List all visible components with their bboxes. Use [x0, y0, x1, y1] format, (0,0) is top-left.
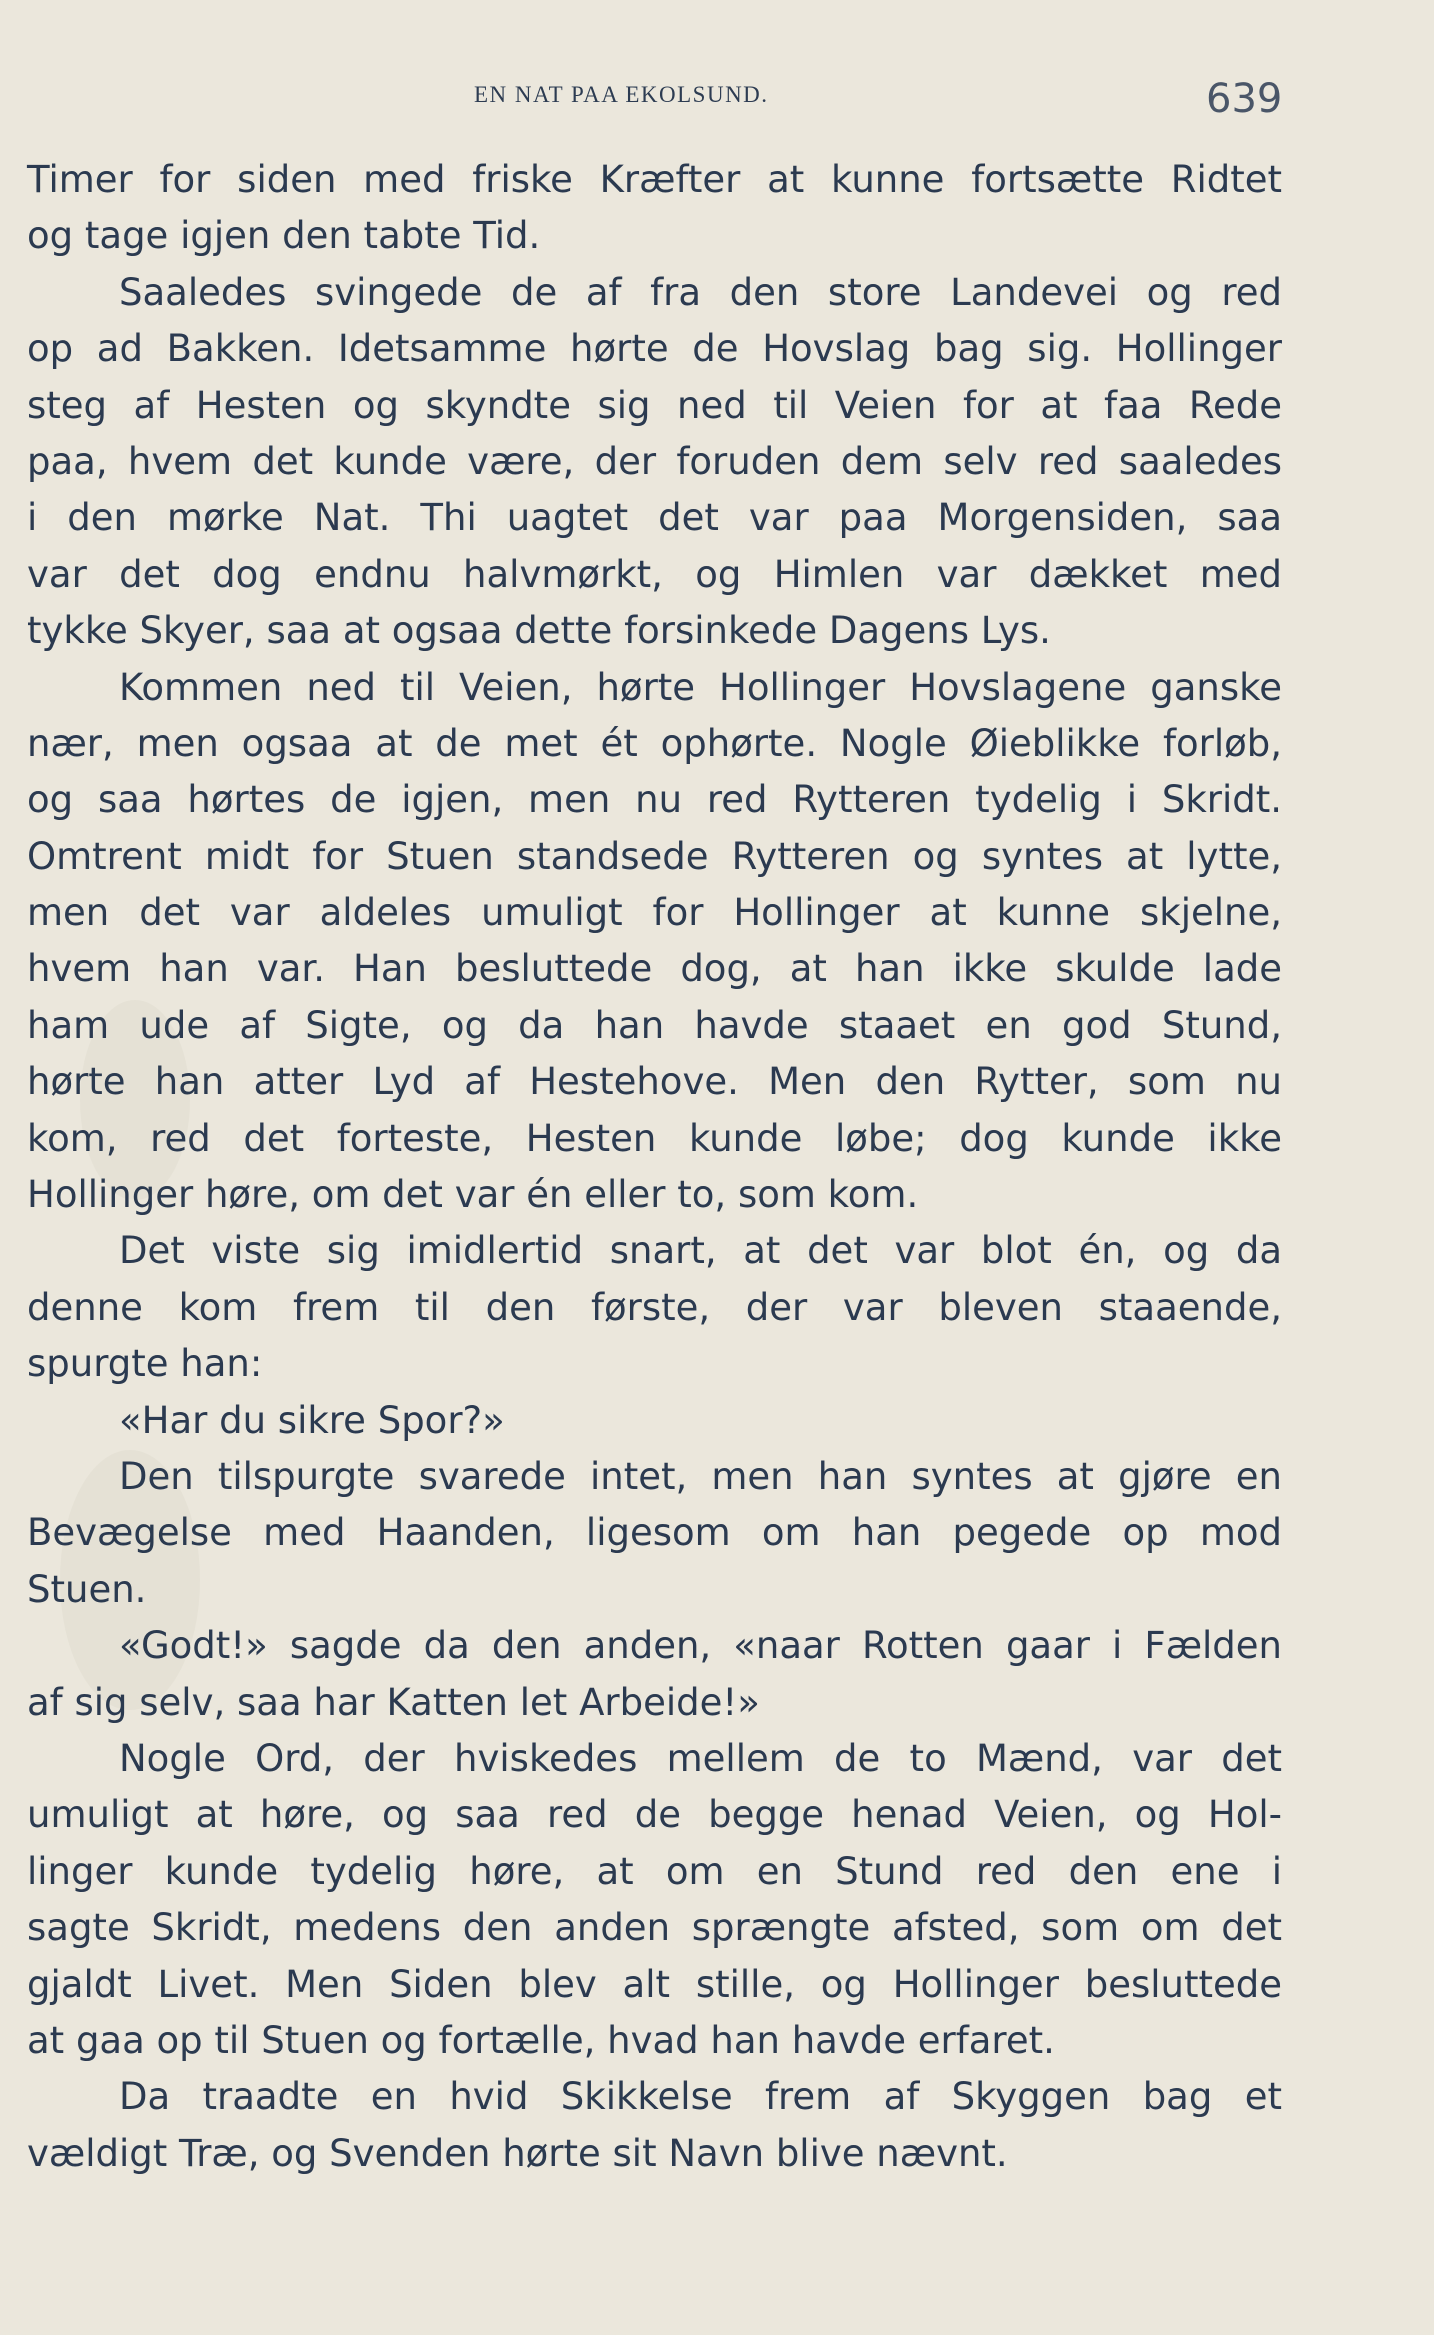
text-line: Omtrent midt for Stuen standsede Rytteren og syntes at lytte, [27, 834, 1282, 878]
text-line: «Godt!» sagde da den anden, «naar Rotten gaar i Fælden [119, 1624, 1282, 1668]
text-line: Bevægelse med Haanden, ligesom om han pegede op mod [27, 1511, 1282, 1555]
text-line: Det viste sig imidlertid snart, at det var blot én, og da [119, 1229, 1282, 1273]
text-line: gjaldt Livet. Men Siden blev alt stille, og Hollinger besluttede [27, 1962, 1282, 2006]
body-text [27, 152, 1282, 2182]
text-line: Nogle Ord, der hviskedes mellem de to Mænd, var det [119, 1736, 1282, 1780]
text-line: og tage igjen den tabte Tid. [27, 214, 541, 258]
page-header [0, 76, 1434, 122]
text-line: i den mørke Nat. Thi uagtet det var paa Morgensiden, saa [27, 496, 1282, 540]
text-line: Stuen. [27, 1567, 147, 1611]
text-line: hørte han atter Lyd af Hestehove. Men den Rytter, som nu [27, 1060, 1282, 1104]
text-line: ham ude af Sigte, og da han havde staaet en god Stund, [27, 1003, 1282, 1047]
text-line: steg af Hesten og skyndte sig ned til Veien for at faa Rede [27, 383, 1282, 427]
text-line: hvem han var. Han besluttede dog, at han ikke skulde lade [27, 947, 1282, 991]
text-line: nær, men ogsaa at de met ét ophørte. Nogle Øieblikke forløb, [27, 721, 1282, 765]
page-number: 639 [1206, 76, 1283, 122]
running-title: EN NAT PAA EKOLSUND. [474, 82, 769, 107]
text-line: Da traadte en hvid Skikkelse frem af Skyggen bag et [119, 2075, 1282, 2119]
text-line: Hollinger høre, om det var én eller to, som kom. [27, 1173, 919, 1217]
text-line: Timer for siden med friske Kræfter at kunne fortsætte Ridtet [27, 158, 1282, 201]
text-line: men det var aldeles umuligt for Hollinger at kunne skjelne, [27, 891, 1282, 935]
text-line: linger kunde tydelig høre, at om en Stund red den ene i [27, 1849, 1282, 1893]
text-line: paa, hvem det kunde være, der foruden dem selv red saaledes [27, 439, 1282, 483]
text-line: at gaa op til Stuen og fortælle, hvad han havde erfaret. [27, 2018, 1055, 2062]
text-line: Saaledes svingede de af fra den store Landevei og red [119, 270, 1282, 314]
text-line: umuligt at høre, og saa red de begge henad Veien, og Hol- [27, 1793, 1282, 1837]
text-line: spurgte han: [27, 1342, 263, 1386]
text-line: op ad Bakken. Idetsamme hørte de Hovslag bag sig. Hollinger [27, 327, 1282, 371]
text-line: sagte Skridt, medens den anden sprængte afsted, som om det [27, 1906, 1282, 1950]
text-line: af sig selv, saa har Katten let Arbeide!» [27, 1680, 760, 1724]
text-line: kom, red det forteste, Hesten kunde løbe; dog kunde ikke [27, 1116, 1282, 1160]
text-line: tykke Skyer, saa at ogsaa dette forsinkede Dagens Lys. [27, 609, 1051, 653]
text-line: og saa hørtes de igjen, men nu red Rytteren tydelig i Skridt. [27, 778, 1282, 822]
text-line: denne kom frem til den første, der var bleven staaende, [27, 1285, 1282, 1329]
text-line: var det dog endnu halvmørkt, og Himlen var dækket med [27, 552, 1282, 596]
text-line: Den tilspurgte svarede intet, men han syntes at gjøre en [119, 1454, 1282, 1498]
text-line: Kommen ned til Veien, hørte Hollinger Hovslagene ganske [119, 665, 1282, 709]
text-line: «Har du sikre Spor?» [119, 1398, 505, 1442]
text-line: vældigt Træ, og Svenden hørte sit Navn blive nævnt. [27, 2131, 1008, 2175]
